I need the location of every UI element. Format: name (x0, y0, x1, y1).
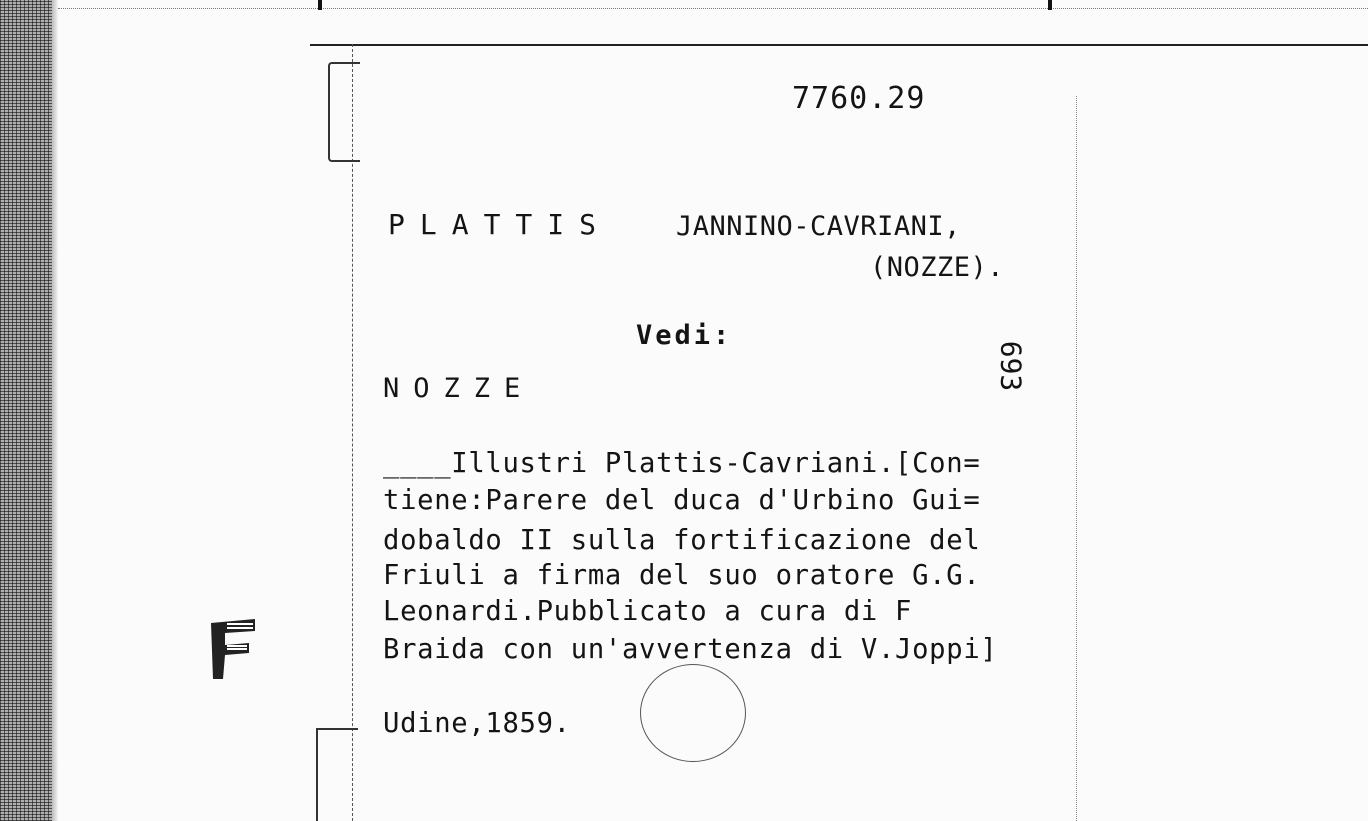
description-line: ____Illustri Plattis-Cavriani.[Con= (383, 448, 981, 479)
heading-surname: PLATTIS (388, 208, 612, 241)
punched-hole (640, 664, 746, 762)
imprint: Udine,1859. (383, 708, 571, 739)
heading-names: JANNINO-CAVRIANI, (676, 211, 961, 242)
description-line: Leonardi.Pubblicato a cura di F (383, 596, 913, 627)
card-right-edge (1076, 96, 1077, 821)
heading-qualifier: (NOZZE). (870, 252, 1005, 283)
description-line: Friuli a firma del suo oratore G.G. (383, 560, 981, 591)
side-number: 693 (994, 340, 1028, 392)
shelfmark: 7760.29 (792, 81, 926, 116)
top-rule (58, 8, 1368, 9)
top-tick-right (1048, 0, 1052, 10)
see-reference-target: NOZZE (383, 373, 535, 404)
description-line: dobaldo II sulla fortificazione del (383, 525, 981, 556)
description-line: Braida con un'avvertenza di V.Joppi] (383, 634, 998, 665)
library-stamp-icon (205, 617, 259, 681)
top-tick-left (318, 0, 322, 10)
card-clip-top (328, 62, 360, 162)
description-line: tiene:Parere del duca d'Urbino Gui= (383, 485, 981, 516)
binding-strip (0, 0, 52, 821)
see-reference-label: Vedi: (636, 320, 733, 351)
card-top-edge (310, 44, 1368, 46)
card-clip-bottom (316, 728, 358, 821)
binding-edge (52, 0, 58, 821)
